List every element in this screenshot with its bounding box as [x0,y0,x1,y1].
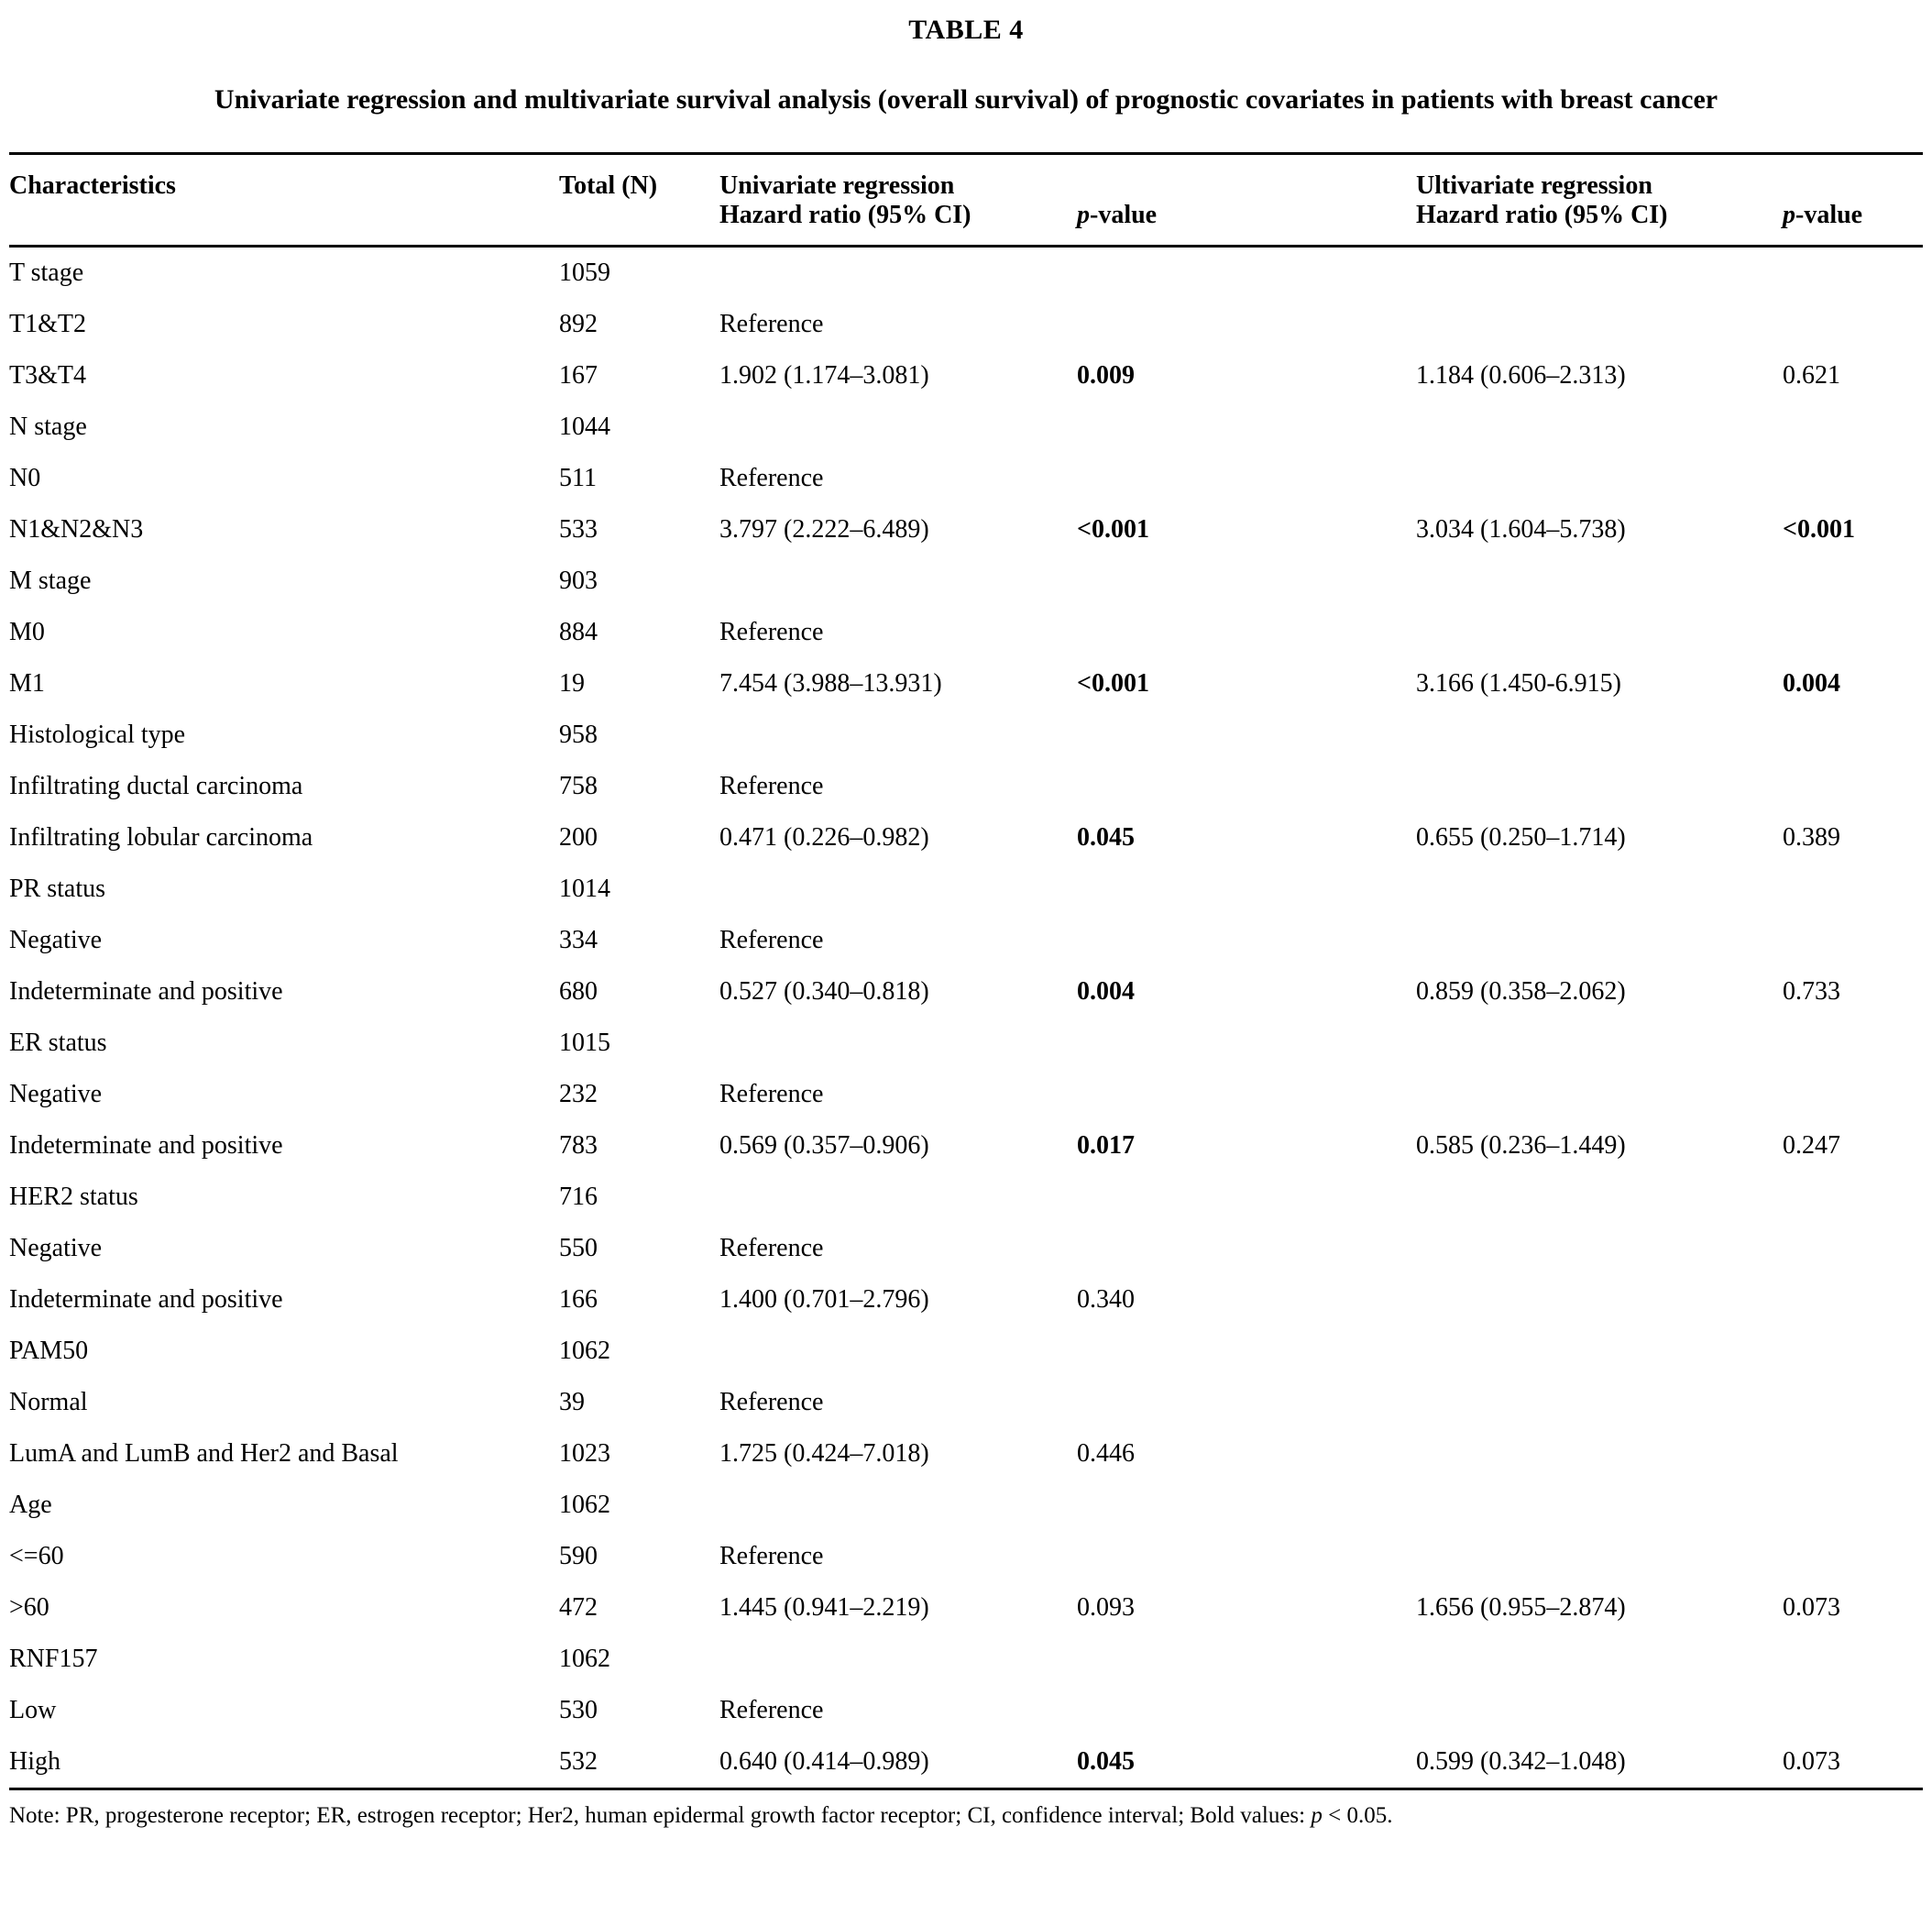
header-univariate-pvalue [1077,201,1416,247]
cell-multivariate-pvalue [1783,556,1923,607]
cell-total: 1059 [559,259,610,287]
pvalue-rest-2: -value [1795,201,1863,229]
cell-characteristic: M stage [9,567,92,595]
cell-characteristic: T3&T4 [9,361,86,390]
cell-univariate-hr [719,1018,1077,1069]
cell-univariate-hr: Reference [719,1234,824,1262]
table-row [9,1377,1923,1428]
header-row-sub [9,201,1923,247]
cell-univariate-pvalue [1077,1069,1416,1120]
table-row [9,812,1923,864]
table-caption: Univariate regression and multivariate survival analysis (overall survival) of prognostic covariates in patients with breast cancer [214,84,1718,115]
cell-univariate-hr [719,864,1077,915]
cell-characteristic: M0 [9,618,45,646]
cell-univariate-pvalue: 0.093 [1077,1593,1135,1622]
cell-multivariate-hr [1416,1428,1783,1480]
cell-univariate-pvalue [1077,1223,1416,1274]
cell-univariate-pvalue: 0.017 [1077,1131,1135,1160]
table-row [9,1480,1923,1531]
cell-total: 550 [559,1234,598,1262]
cell-multivariate-hr: 1.656 (0.955–2.874) [1416,1593,1626,1622]
cell-univariate-pvalue [1077,453,1416,504]
cell-univariate-pvalue [1077,1326,1416,1377]
cell-multivariate-hr [1416,1377,1783,1428]
cell-total: 958 [559,721,598,749]
table-row [9,1223,1923,1274]
cell-multivariate-hr [1416,710,1783,761]
cell-univariate-pvalue [1077,1018,1416,1069]
header-total: Total (N) [559,171,658,200]
table-row [9,1172,1923,1223]
note-prefix: Note: PR, progesterone receptor; ER, estrogen receptor; Her2, human epidermal growth factor receptor; CI, confidence interval; Bold values: [9,1803,1312,1828]
cell-univariate-hr: 0.640 (0.414–0.989) [719,1747,929,1776]
cell-univariate-pvalue: 0.004 [1077,977,1135,1006]
cell-multivariate-hr [1416,1480,1783,1531]
cell-characteristic: Infiltrating ductal carcinoma [9,772,303,800]
cell-multivariate-pvalue [1783,402,1923,453]
cell-multivariate-hr [1416,1069,1783,1120]
cell-univariate-pvalue: 0.045 [1077,1747,1135,1776]
cell-univariate-hr [719,247,1077,300]
cell-multivariate-hr [1416,453,1783,504]
table-row [9,966,1923,1018]
cell-multivariate-pvalue: 0.073 [1783,1747,1840,1776]
cell-univariate-pvalue [1077,1377,1416,1428]
table-row [9,453,1923,504]
cell-total: 680 [559,977,598,1006]
cell-multivariate-hr: 3.034 (1.604–5.738) [1416,515,1626,544]
cell-characteristic: Negative [9,1080,103,1108]
cell-univariate-pvalue [1077,761,1416,812]
pvalue-rest-1: -value [1090,201,1158,229]
table-note [9,1788,1923,1841]
cell-univariate-hr [719,710,1077,761]
cell-univariate-hr: 7.454 (3.988–13.931) [719,669,942,698]
cell-univariate-pvalue: 0.446 [1077,1439,1135,1468]
cell-univariate-pvalue [1077,1634,1416,1685]
cell-univariate-pvalue [1077,299,1416,350]
cell-total: 892 [559,310,598,338]
cell-univariate-hr: 3.797 (2.222–6.489) [719,515,929,544]
table-row [9,504,1923,556]
cell-multivariate-hr [1416,556,1783,607]
cell-multivariate-hr: 1.184 (0.606–2.313) [1416,361,1626,390]
cell-univariate-pvalue [1077,1531,1416,1582]
table-row [9,915,1923,966]
cell-multivariate-pvalue [1783,1685,1923,1736]
cell-multivariate-pvalue [1783,1274,1923,1326]
cell-multivariate-pvalue: 0.004 [1783,669,1840,698]
cell-multivariate-hr [1416,1274,1783,1326]
cell-univariate-hr: Reference [719,1696,824,1724]
cell-univariate-hr: Reference [719,1388,824,1416]
cell-univariate-hr [719,402,1077,453]
cell-total: 472 [559,1593,598,1622]
table-row [9,658,1923,710]
cell-univariate-pvalue [1077,1685,1416,1736]
cell-multivariate-pvalue [1783,710,1923,761]
table-row [9,1428,1923,1480]
header-characteristics: Characteristics [9,171,176,200]
cell-multivariate-hr: 0.585 (0.236–1.449) [1416,1131,1626,1160]
cell-characteristic: Indeterminate and positive [9,1285,283,1314]
cell-univariate-pvalue [1077,864,1416,915]
table-row [9,761,1923,812]
cell-characteristic: Indeterminate and positive [9,1131,283,1160]
cell-total: 532 [559,1747,598,1776]
cell-univariate-hr: 1.445 (0.941–2.219) [719,1593,929,1622]
cell-multivariate-pvalue: 0.621 [1783,361,1840,390]
cell-univariate-pvalue [1077,1172,1416,1223]
note-italic-p: p [1311,1803,1323,1828]
cell-multivariate-pvalue [1783,1018,1923,1069]
cell-total: 1062 [559,1337,610,1365]
pvalue-italic-p-1: p [1077,201,1090,229]
cell-characteristic: PR status [9,875,106,903]
header-multivariate-group: Ultivariate regression [1416,171,1652,200]
cell-characteristic: Indeterminate and positive [9,977,283,1006]
table-row [9,247,1923,300]
cell-characteristic: PAM50 [9,1337,89,1365]
cell-multivariate-pvalue: 0.247 [1783,1131,1840,1160]
cell-total: 783 [559,1131,598,1160]
cell-characteristic: High [9,1747,60,1776]
cell-multivariate-pvalue [1783,1377,1923,1428]
cell-multivariate-hr [1416,1018,1783,1069]
note-suffix: < 0.05. [1322,1803,1393,1828]
table-header [9,154,1923,247]
cell-multivariate-pvalue: <0.001 [1783,515,1855,544]
cell-multivariate-hr [1416,607,1783,658]
cell-total: 590 [559,1542,598,1570]
cell-univariate-hr: 1.725 (0.424–7.018) [719,1439,929,1468]
cell-characteristic: N1&N2&N3 [9,515,144,544]
cell-total: 232 [559,1080,598,1108]
cell-univariate-hr: 0.471 (0.226–0.982) [719,823,929,852]
table-row [9,1326,1923,1377]
table-row [9,1069,1923,1120]
header-univariate-group: Univariate regression [719,171,955,200]
cell-univariate-hr [719,1326,1077,1377]
cell-multivariate-pvalue [1783,1172,1923,1223]
cell-multivariate-pvalue [1783,1428,1923,1480]
cell-univariate-hr [719,1172,1077,1223]
cell-multivariate-hr [1416,1531,1783,1582]
cell-univariate-hr [719,1480,1077,1531]
table-row [9,1736,1923,1788]
cell-characteristic: M1 [9,669,45,698]
table-row [9,1685,1923,1736]
cell-multivariate-hr: 0.655 (0.250–1.714) [1416,823,1626,852]
cell-univariate-pvalue [1077,915,1416,966]
cell-univariate-hr [719,556,1077,607]
cell-characteristic: Normal [9,1388,88,1416]
cell-multivariate-pvalue: 0.389 [1783,823,1840,852]
cell-multivariate-pvalue [1783,1069,1923,1120]
cell-multivariate-pvalue [1783,915,1923,966]
cell-multivariate-pvalue [1783,1531,1923,1582]
cell-characteristic: Low [9,1696,57,1724]
header-spacer-1 [9,201,559,247]
cell-total: 530 [559,1696,598,1724]
cell-univariate-hr: Reference [719,618,824,646]
cell-univariate-hr: Reference [719,1542,824,1570]
cell-characteristic: T stage [9,259,84,287]
cell-multivariate-pvalue [1783,247,1923,300]
cell-total: 1044 [559,413,610,441]
regression-results-table [9,152,1923,1788]
table-row [9,710,1923,761]
cell-total: 903 [559,567,598,595]
table-row [9,556,1923,607]
cell-multivariate-hr [1416,864,1783,915]
cell-total: 884 [559,618,598,646]
table-body [9,247,1923,1788]
cell-univariate-hr: Reference [719,310,824,338]
table-row [9,1018,1923,1069]
cell-characteristic: >60 [9,1593,49,1622]
cell-multivariate-pvalue: 0.733 [1783,977,1840,1006]
cell-univariate-pvalue: 0.045 [1077,823,1135,852]
cell-multivariate-hr [1416,1685,1783,1736]
cell-univariate-pvalue: 0.340 [1077,1285,1135,1314]
cell-univariate-hr [719,1634,1077,1685]
cell-multivariate-pvalue [1783,607,1923,658]
cell-univariate-hr: Reference [719,1080,824,1108]
cell-multivariate-hr: 0.599 (0.342–1.048) [1416,1747,1626,1776]
cell-characteristic: Negative [9,1234,103,1262]
cell-multivariate-hr [1416,761,1783,812]
cell-univariate-pvalue [1077,556,1416,607]
table-row [9,1634,1923,1685]
cell-characteristic: Negative [9,926,103,954]
pvalue-italic-p-2: p [1783,201,1795,229]
header-univariate-hr: Hazard ratio (95% CI) [719,201,971,229]
cell-univariate-pvalue [1077,402,1416,453]
cell-total: 1062 [559,1491,610,1519]
cell-multivariate-pvalue [1783,1634,1923,1685]
cell-multivariate-hr [1416,1172,1783,1223]
cell-characteristic: N0 [9,464,41,492]
cell-characteristic: Infiltrating lobular carcinoma [9,823,313,852]
cell-multivariate-hr [1416,1326,1783,1377]
cell-multivariate-pvalue [1783,864,1923,915]
cell-total: 167 [559,361,598,390]
cell-multivariate-pvalue [1783,453,1923,504]
cell-total: 19 [559,669,585,698]
cell-univariate-pvalue [1077,607,1416,658]
cell-multivariate-hr: 0.859 (0.358–2.062) [1416,977,1626,1006]
cell-univariate-pvalue [1077,247,1416,300]
table-row [9,607,1923,658]
cell-total: 166 [559,1285,598,1314]
table-label: TABLE 4 [908,15,1024,45]
cell-total: 1023 [559,1439,610,1468]
header-spacer-2 [559,201,719,247]
cell-univariate-pvalue [1077,1480,1416,1531]
table-row [9,1582,1923,1634]
cell-univariate-hr: 0.569 (0.357–0.906) [719,1131,929,1160]
header-multivariate-pvalue [1783,201,1923,247]
table-row [9,299,1923,350]
table-row [9,1120,1923,1172]
table-row [9,402,1923,453]
cell-multivariate-pvalue [1783,1326,1923,1377]
table-row [9,1531,1923,1582]
cell-univariate-hr: 0.527 (0.340–0.818) [719,977,929,1006]
table-row [9,350,1923,402]
cell-characteristic: Age [9,1491,52,1519]
cell-characteristic: <=60 [9,1542,64,1570]
cell-multivariate-pvalue [1783,1223,1923,1274]
cell-characteristic: N stage [9,413,87,441]
cell-total: 716 [559,1183,598,1211]
table-row [9,864,1923,915]
cell-total: 1014 [559,875,610,903]
cell-multivariate-pvalue [1783,299,1923,350]
table-page [0,15,1932,1841]
cell-univariate-hr: Reference [719,464,824,492]
cell-total: 533 [559,515,598,544]
cell-total: 1062 [559,1645,610,1673]
cell-univariate-pvalue: 0.009 [1077,361,1135,390]
cell-characteristic: Histological type [9,721,186,749]
cell-total: 1015 [559,1029,610,1057]
cell-characteristic: RNF157 [9,1645,98,1673]
cell-total: 511 [559,464,597,492]
cell-multivariate-pvalue: 0.073 [1783,1593,1840,1622]
cell-characteristic: LumA and LumB and Her2 and Basal [9,1439,399,1468]
cell-multivariate-hr [1416,247,1783,300]
cell-total: 758 [559,772,598,800]
header-multivariate-hr: Hazard ratio (95% CI) [1416,201,1668,229]
cell-total: 334 [559,926,598,954]
cell-multivariate-hr [1416,402,1783,453]
cell-characteristic: HER2 status [9,1183,138,1211]
table-row [9,1274,1923,1326]
cell-multivariate-hr [1416,915,1783,966]
cell-univariate-pvalue [1077,710,1416,761]
cell-univariate-hr: Reference [719,926,824,954]
cell-univariate-pvalue: <0.001 [1077,669,1149,698]
cell-univariate-hr: 1.400 (0.701–2.796) [719,1285,929,1314]
cell-multivariate-hr [1416,1634,1783,1685]
cell-total: 39 [559,1388,585,1416]
cell-univariate-pvalue: <0.001 [1077,515,1149,544]
cell-multivariate-hr [1416,1223,1783,1274]
cell-univariate-hr: 1.902 (1.174–3.081) [719,361,929,390]
cell-multivariate-hr [1416,299,1783,350]
cell-multivariate-pvalue [1783,761,1923,812]
header-row-group [9,154,1923,202]
cell-multivariate-hr: 3.166 (1.450-6.915) [1416,669,1621,698]
cell-univariate-hr: Reference [719,772,824,800]
cell-characteristic: T1&T2 [9,310,86,338]
cell-characteristic: ER status [9,1029,107,1057]
cell-total: 200 [559,823,598,852]
cell-multivariate-pvalue [1783,1480,1923,1531]
